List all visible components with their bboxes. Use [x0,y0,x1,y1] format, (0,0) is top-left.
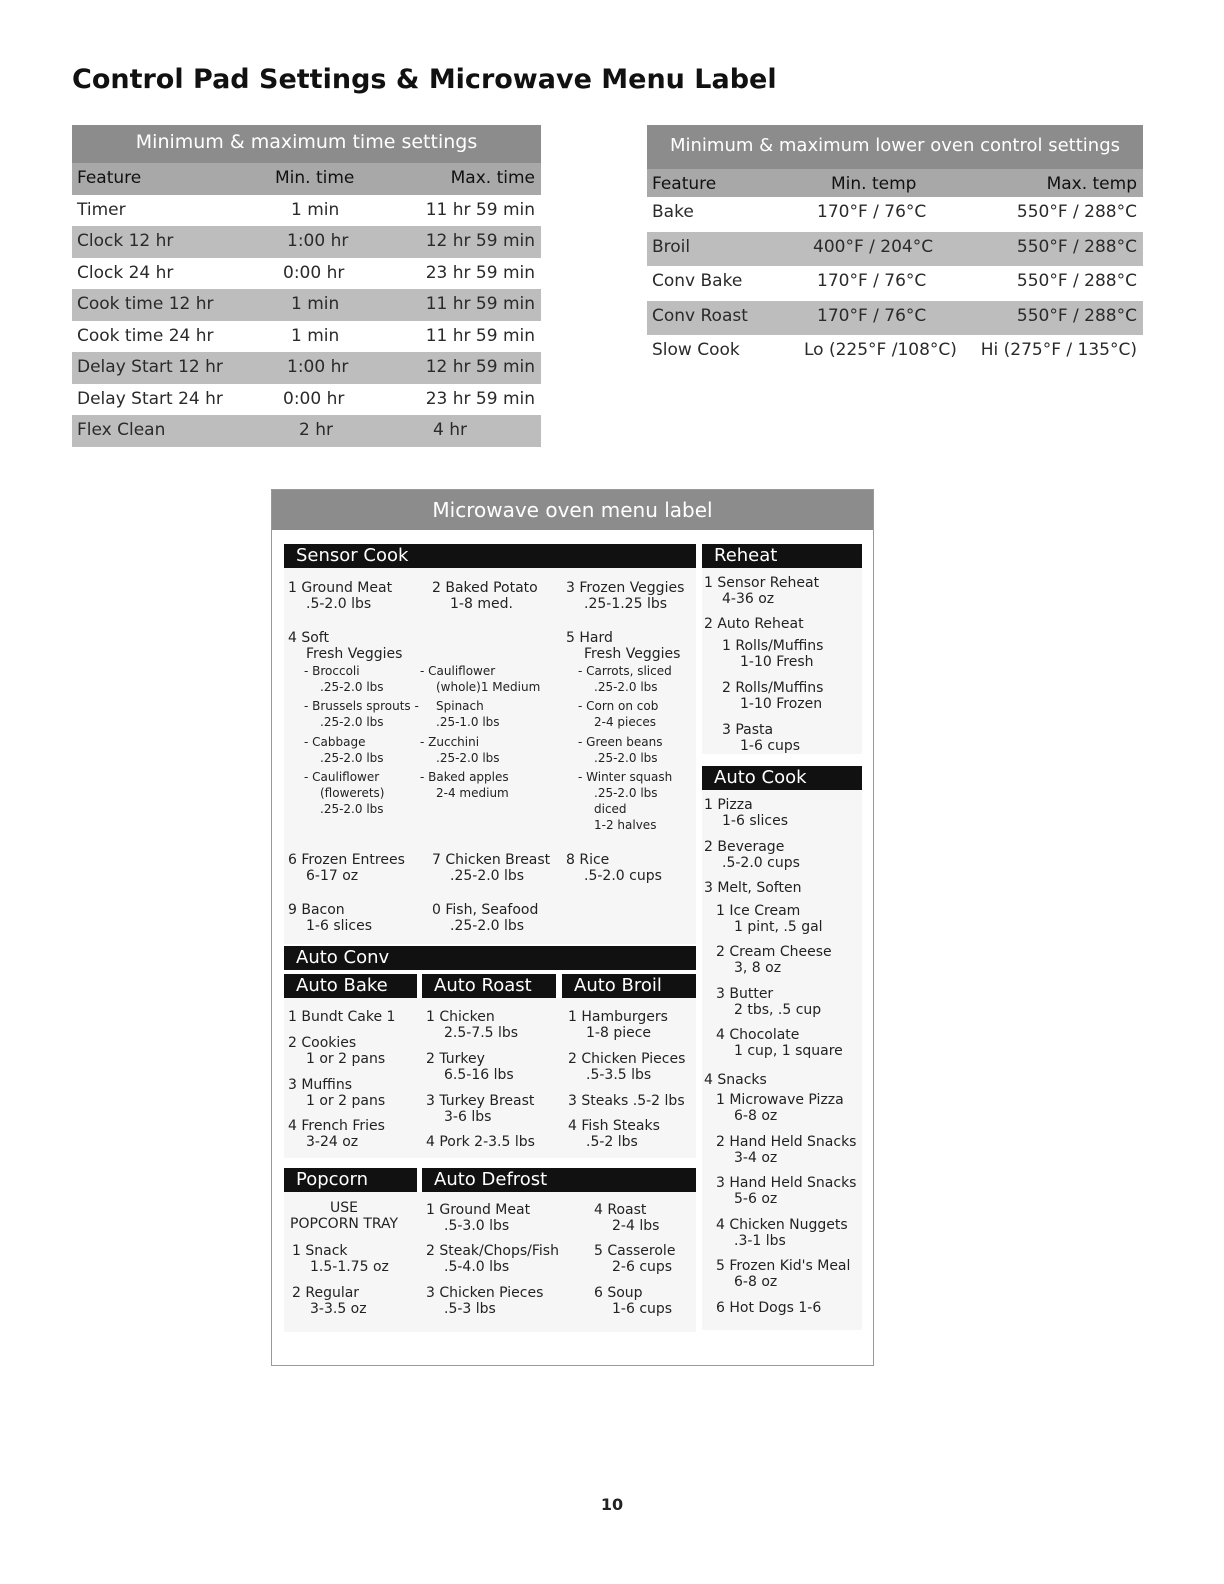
time-table-title: Minimum & maximum time settings [72,125,541,163]
min-cell: 1 min [291,325,340,346]
feature-cell: Delay Start 12 hr [77,357,223,377]
feature-cell: Broil [652,236,691,257]
menu-item-amount: 4-36 oz [722,591,775,607]
menu-item: 2 Beverage [704,839,785,855]
table-row [72,289,541,321]
max-cell: 550°F / 288°C [1016,271,1137,291]
veggie-item: - Corn on cob [578,699,659,713]
menu-item: 0 Fish, Seafood [432,902,539,918]
veggie-amount: .25-2.0 lbs [594,751,658,765]
min-cell: 170°F / 76°C [817,271,927,291]
menu-item: 4 Soft [288,630,329,646]
menu-item: 1 Bundt Cake 1 [288,1009,396,1025]
max-cell: 23 hr 59 min [425,262,535,283]
veggie-item: - Cauliflower [420,664,496,678]
menu-item: 6 Hot Dogs 1-6 [716,1300,822,1316]
menu-item-amount: .5-3.5 lbs [586,1067,652,1083]
table-row [72,195,541,227]
menu-item: 2 Steak/Chops/Fish [426,1243,559,1259]
menu-item-amount: .5-2.0 cups [722,855,800,871]
feature-cell: Cook time 12 hr [77,294,214,314]
menu-item-amount: 1-6 slices [722,813,788,829]
max-cell: 11 hr 59 min [425,325,535,346]
menu-item: 6 Soup [594,1285,643,1301]
menu-item-amount: 3-6 lbs [444,1109,492,1125]
menu-item-amount: .5-2.0 lbs [306,596,372,612]
sensor-cook-heading: Sensor Cook [284,544,696,568]
min-cell: 1 min [291,199,340,220]
menu-item-amount: 1 cup, 1 square [734,1043,843,1059]
page-title: Control Pad Settings & Microwave Menu Label [72,64,777,95]
menu-item: 4 French Fries [288,1118,385,1134]
max-cell: 11 hr 59 min [425,294,535,314]
oven-table-header-row [647,169,1143,197]
max-cell: 550°F / 288°C [1016,305,1137,326]
veggie-amount: .25-2.0 lbs [594,680,658,694]
popcorn-heading: Popcorn [284,1168,417,1192]
menu-item: 2 Chicken Pieces [568,1051,686,1067]
menu-item-amount: .5-2.0 cups [584,868,662,884]
menu-item: 1 Pizza [704,797,753,813]
menu-item-sub: Fresh Veggies [584,646,681,662]
col-feature: Feature [77,168,142,188]
menu-item: 2 Hand Held Snacks [716,1134,857,1150]
menu-item-amount: 2-6 cups [612,1259,673,1275]
min-cell: 170°F / 76°C [817,202,927,222]
menu-item: 9 Bacon [288,902,345,918]
menu-item: 4 Chicken Nuggets [716,1217,848,1233]
menu-item: 1 Ground Meat [426,1202,531,1218]
table-row [72,352,541,384]
menu-item: 5 Frozen Kid's Meal [716,1258,851,1274]
menu-item-sub: Fresh Veggies [306,646,403,662]
menu-item-amount: .5-2 lbs [586,1134,638,1150]
table-row [72,258,541,290]
menu-item-amount: .5-3.0 lbs [444,1218,510,1234]
auto-bake-heading: Auto Bake [284,974,417,998]
feature-cell: Flex Clean [77,420,166,440]
max-cell: 550°F / 288°C [1016,236,1137,257]
menu-item: 1 Chicken [426,1009,495,1025]
menu-item-amount: .25-2.0 lbs [450,868,525,884]
menu-item: 4 Snacks [704,1072,767,1088]
auto-cook-section [702,790,862,1330]
min-cell: Lo (225°F /108°C) [804,340,957,360]
veggie-amount: 2-4 medium [436,786,509,800]
table-row [647,266,1143,301]
menu-item-amount: 1-6 cups [612,1301,673,1317]
menu-item: 1 Ice Cream [716,903,801,919]
menu-item-amount: .3-1 lbs [734,1233,786,1249]
microwave-menu-label [271,489,874,1366]
table-row [647,197,1143,232]
veggie-item: - Winter squash [578,770,673,784]
menu-item-amount: 1-6 slices [306,918,372,934]
menu-item: 3 Muffins [288,1077,353,1093]
oven-settings-table [647,125,1143,370]
feature-cell: Conv Bake [652,271,743,291]
menu-item: 4 Pork 2-3.5 lbs [426,1134,535,1150]
popcorn-note: POPCORN TRAY [290,1216,399,1232]
menu-item: 2 Auto Reheat [704,616,804,632]
menu-item: 3 Frozen Veggies [566,580,685,596]
max-cell: 4 hr [433,420,467,440]
min-cell: 1:00 hr [287,231,349,251]
menu-item: 2 Cookies [288,1035,357,1051]
menu-item-amount: 1 pint, .5 gal [734,919,823,935]
min-cell: 1 min [291,294,340,314]
col-max-time: Max. time [450,168,535,188]
veggie-item: - Brussels sprouts - [304,699,419,713]
menu-item: 3 Pasta [722,722,774,738]
auto-cook-heading: Auto Cook [702,766,862,790]
veggie-amount: .25-1.0 lbs [436,715,500,729]
col-max-temp: Max. temp [1046,174,1137,194]
veggie-amount: (flowerets) [320,786,385,800]
menu-item-amount: 3, 8 oz [734,960,782,976]
reheat-heading: Reheat [702,544,862,568]
feature-cell: Cook time 24 hr [77,325,214,346]
menu-item-amount: 2.5-7.5 lbs [444,1025,519,1041]
menu-item: 2 Cream Cheese [716,944,832,960]
menu-item-amount: 2-4 lbs [612,1218,660,1234]
menu-item-amount: 6-8 oz [734,1274,778,1290]
menu-item: 3 Chicken Pieces [426,1285,544,1301]
menu-item: 1 Rolls/Muffins [722,638,824,654]
menu-item: 5 Casserole [594,1243,676,1259]
veggie-item: - Carrots, sliced [578,664,672,678]
table-row [72,226,541,258]
veggie-amount: .25-2.0 lbs [320,715,384,729]
veggie-item: - Broccoli [304,664,360,678]
menu-item-amount: 2 tbs, .5 cup [734,1002,822,1018]
menu-item: 1 Sensor Reheat [704,575,820,591]
menu-item: 1 Microwave Pizza [716,1092,844,1108]
menu-item: 6 Frozen Entrees [288,852,405,868]
auto-conv-heading: Auto Conv [284,946,696,970]
oven-table-title: Minimum & maximum lower oven control settings [647,125,1143,169]
max-cell: Hi (275°F / 135°C) [980,340,1137,360]
veggie-item: - Zucchini [420,735,480,749]
menu-item-amount: 3-3.5 oz [310,1301,367,1317]
veggie-amount: 2-4 pieces [594,715,656,729]
feature-cell: Delay Start 24 hr [77,388,223,409]
table-row [72,321,541,353]
menu-item: 8 Rice [566,852,610,868]
menu-item: 3 Hand Held Snacks [716,1175,857,1191]
menu-item: 2 Regular [292,1285,360,1301]
feature-cell: Conv Roast [652,305,748,326]
menu-item-amount: 1 or 2 pans [306,1093,386,1109]
popcorn-note: USE [330,1200,358,1216]
menu-item-amount: 1-8 piece [586,1025,652,1041]
menu-item: 4 Chocolate [716,1027,800,1043]
col-feature: Feature [652,174,717,194]
feature-cell: Slow Cook [652,340,740,360]
menu-item-amount: 6.5-16 lbs [444,1067,514,1083]
menu-label-title: Microwave oven menu label [272,490,873,530]
menu-item: 1 Ground Meat [288,580,393,596]
veggie-amount: diced [594,802,627,816]
min-cell: 0:00 hr [283,388,345,409]
menu-item-amount: 1-6 cups [740,738,801,754]
menu-item: 2 Turkey [426,1051,485,1067]
veggie-amount: .25-2.0 lbs [320,680,384,694]
table-row [647,335,1143,370]
menu-item: 4 Fish Steaks [568,1118,660,1134]
veggie-item: - Cauliflower [304,770,380,784]
menu-item-amount: 6-8 oz [734,1108,778,1124]
table-row [647,301,1143,336]
veggie-amount: .25-2.0 lbs [594,786,658,800]
menu-item-amount: 3-4 oz [734,1150,778,1166]
max-cell: 12 hr 59 min [425,231,535,251]
menu-item-amount: 1.5-1.75 oz [310,1259,389,1275]
menu-item-amount: .25-2.0 lbs [450,918,525,934]
menu-item-amount: .5-3 lbs [444,1301,496,1317]
auto-broil-heading: Auto Broil [562,974,696,998]
menu-item-amount: .5-4.0 lbs [444,1259,510,1275]
menu-item-amount: 1 or 2 pans [306,1051,386,1067]
menu-item-amount: .25-1.25 lbs [584,596,668,612]
min-cell: 170°F / 76°C [817,305,927,326]
min-cell: 0:00 hr [283,262,345,283]
menu-item: 2 Rolls/Muffins [722,680,824,696]
veggie-amount: .25-2.0 lbs [320,751,384,765]
menu-item: 5 Hard [566,630,613,646]
max-cell: 11 hr 59 min [425,199,535,220]
min-cell: 2 hr [299,420,333,440]
menu-item: 1 Snack [292,1243,348,1259]
min-cell: 1:00 hr [287,357,349,377]
menu-item: 1 Hamburgers [568,1009,668,1025]
menu-item: 7 Chicken Breast [432,852,551,868]
max-cell: 12 hr 59 min [425,357,535,377]
veggie-item: - Cabbage [304,735,366,749]
feature-cell: Timer [77,199,126,220]
menu-item-amount: 3-24 oz [306,1134,359,1150]
time-settings-table [72,125,541,447]
menu-item: 4 Roast [594,1202,647,1218]
menu-item: 3 Melt, Soften [704,880,802,896]
veggie-item: - Green beans [578,735,663,749]
menu-item: 3 Steaks .5-2 lbs [568,1093,685,1109]
menu-item: 2 Baked Potato [432,580,538,596]
table-row [72,415,541,447]
page-number: 10 [600,1495,624,1514]
menu-item-amount: 1-8 med. [450,596,513,612]
feature-cell: Bake [652,202,694,222]
col-min-temp: Min. temp [831,174,917,194]
max-cell: 23 hr 59 min [425,388,535,409]
veggie-item: Spinach [436,699,484,713]
menu-item-amount: 1-10 Frozen [740,696,823,712]
menu-item-amount: 1-10 Fresh [740,654,814,670]
time-table-header-row [72,163,541,195]
menu-item: 3 Butter [716,986,774,1002]
veggie-amount: (whole)1 Medium [436,680,541,694]
menu-item-amount: 5-6 oz [734,1191,778,1207]
veggie-amount: .25-2.0 lbs [320,802,384,816]
veggie-amount: 1-2 halves [594,818,657,832]
auto-defrost-heading: Auto Defrost [422,1168,696,1192]
veggie-item: - Baked apples [420,770,509,784]
min-cell: 400°F / 204°C [813,236,934,257]
feature-cell: Clock 24 hr [77,262,174,283]
feature-cell: Clock 12 hr [77,231,174,251]
col-min-time: Min. time [275,168,355,188]
max-cell: 550°F / 288°C [1016,202,1137,222]
veggie-amount: .25-2.0 lbs [436,751,500,765]
auto-roast-heading: Auto Roast [422,974,556,998]
menu-item-amount: 6-17 oz [306,868,359,884]
table-row [647,232,1143,267]
table-row [72,384,541,416]
menu-item: 3 Turkey Breast [426,1093,535,1109]
